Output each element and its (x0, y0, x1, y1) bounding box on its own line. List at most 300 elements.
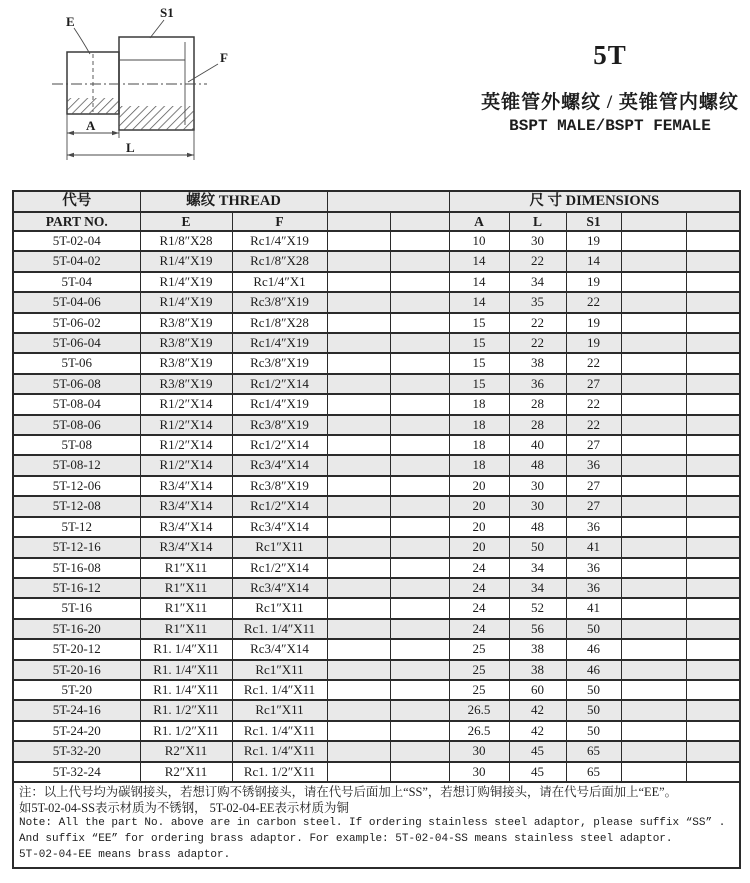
cell-f: Rc3/4″X14 (232, 517, 327, 537)
empty-cell (621, 374, 686, 394)
empty-cell (686, 598, 739, 618)
cell-e: R1″X11 (140, 619, 232, 639)
cell-a: 26.5 (449, 721, 509, 741)
cell-l: 34 (509, 578, 566, 598)
cell-f: Rc1. 1/4″X11 (232, 680, 327, 700)
cell-a: 30 (449, 762, 509, 782)
table-row (14, 537, 739, 557)
cell-a: 30 (449, 741, 509, 761)
cell-l: 52 (509, 598, 566, 618)
cell-l: 38 (509, 660, 566, 680)
note-line-en-3: 5T-02-04-EE means brass adaptor. (19, 848, 231, 861)
cell-s1: 22 (566, 292, 621, 312)
title-block (470, 40, 750, 135)
empty-cell (327, 353, 390, 373)
header-s1: S1 (566, 212, 621, 231)
cell-s1: 27 (566, 476, 621, 496)
empty-cell (390, 292, 449, 312)
cell-s1: 50 (566, 700, 621, 720)
cell-part: 5T-08-04 (14, 394, 140, 414)
empty-cell (390, 313, 449, 333)
drawing-label-s1: S1 (160, 5, 174, 20)
cell-s1: 50 (566, 721, 621, 741)
cell-s1: 36 (566, 455, 621, 475)
header-e: E (140, 212, 232, 231)
empty-cell (390, 558, 449, 578)
empty-cell (327, 231, 390, 251)
cell-l: 36 (509, 374, 566, 394)
empty-cell (390, 578, 449, 598)
table-row (14, 496, 739, 516)
cell-l: 22 (509, 251, 566, 271)
arrow (67, 131, 74, 135)
empty-cell (621, 762, 686, 782)
empty-cell (621, 721, 686, 741)
cell-f: Rc1″X11 (232, 598, 327, 618)
cell-e: R1/8″X28 (140, 231, 232, 251)
empty-cell (686, 353, 739, 373)
empty-cell (686, 517, 739, 537)
table-row (14, 517, 739, 537)
cell-l: 56 (509, 619, 566, 639)
empty-cell (686, 700, 739, 720)
empty-cell (390, 353, 449, 373)
empty-cell (686, 619, 739, 639)
cell-part: 5T-20 (14, 680, 140, 700)
empty-cell (390, 476, 449, 496)
arrow (187, 153, 194, 157)
cell-part: 5T-06-04 (14, 333, 140, 353)
empty-cell (686, 272, 739, 292)
empty-cell (390, 619, 449, 639)
cell-e: R3/4″X14 (140, 496, 232, 516)
cell-part: 5T-08 (14, 435, 140, 455)
empty-cell (686, 660, 739, 680)
empty-cell (327, 619, 390, 639)
cell-f: Rc1/4″X19 (232, 231, 327, 251)
empty-cell (686, 231, 739, 251)
cell-part: 5T-24-20 (14, 721, 140, 741)
empty-cell (686, 394, 739, 414)
cell-part: 5T-04-06 (14, 292, 140, 312)
cell-f: Rc1″X11 (232, 700, 327, 720)
note-line-en-2: And suffix “EE” for ordering brass adaptor. For example: 5T-02-04-SS means stainless steel adaptor. (19, 833, 673, 846)
empty-cell (327, 700, 390, 720)
note-line-cn-2: 如5T-02-04-SS表示材质为不锈钢， 5T-02-04-EE表示材质为铜 (19, 800, 349, 815)
empty-cell (621, 231, 686, 251)
page-title: 5T (593, 40, 627, 70)
table-row (14, 721, 739, 741)
empty-cell (621, 660, 686, 680)
cell-l: 35 (509, 292, 566, 312)
cell-s1: 19 (566, 272, 621, 292)
cell-part: 5T-02-04 (14, 231, 140, 251)
cell-f: Rc1. 1/4″X11 (232, 721, 327, 741)
table-row (14, 476, 739, 496)
empty-cell (390, 517, 449, 537)
table-row (14, 680, 739, 700)
empty-cell (390, 333, 449, 353)
empty-cell (327, 762, 390, 782)
cell-e: R3/4″X14 (140, 476, 232, 496)
cell-part: 5T-16-08 (14, 558, 140, 578)
cell-f: Rc1″X11 (232, 537, 327, 557)
cell-part: 5T-12 (14, 517, 140, 537)
empty-cell (327, 212, 390, 231)
subtitle-english: BSPT MALE/BSPT FEMALE (509, 117, 711, 135)
parts-table-body (14, 231, 739, 782)
empty-cell (327, 517, 390, 537)
empty-cell (621, 578, 686, 598)
cell-part: 5T-16-12 (14, 578, 140, 598)
cell-s1: 22 (566, 394, 621, 414)
cell-part: 5T-06-08 (14, 374, 140, 394)
table-row (14, 394, 739, 414)
header-part-en: PART NO. (14, 212, 140, 231)
header-row-2 (14, 212, 739, 231)
cell-s1: 14 (566, 251, 621, 271)
leader-s1 (150, 20, 164, 38)
empty-cell (390, 680, 449, 700)
empty-cell (686, 435, 739, 455)
cell-f: Rc1. 1/4″X11 (232, 741, 327, 761)
empty-cell (390, 496, 449, 516)
cell-a: 18 (449, 455, 509, 475)
cell-a: 26.5 (449, 700, 509, 720)
leader-f (188, 64, 218, 82)
empty-cell (686, 292, 739, 312)
empty-cell (621, 700, 686, 720)
empty-cell (327, 721, 390, 741)
subtitle-chinese: 英锥管外螺纹 / 英锥管内螺纹 (481, 92, 739, 113)
empty-cell (390, 415, 449, 435)
cell-f: Rc1/2″X14 (232, 374, 327, 394)
cell-f: Rc1/4″X19 (232, 394, 327, 414)
empty-cell (686, 251, 739, 271)
cell-f: Rc3/4″X14 (232, 455, 327, 475)
cell-part: 5T-06 (14, 353, 140, 373)
empty-cell (390, 537, 449, 557)
empty-cell (390, 741, 449, 761)
cell-l: 22 (509, 333, 566, 353)
empty-cell (621, 517, 686, 537)
cell-l: 48 (509, 455, 566, 475)
note-line-cn-1: 注：以上代号均为碳钢接头，若想订购不锈钢接头，请在代号后面加上“SS”，若想订购铜接头，请在代号后面加上“EE”。 (19, 784, 678, 799)
cell-l: 38 (509, 639, 566, 659)
cell-a: 20 (449, 496, 509, 516)
cell-s1: 41 (566, 598, 621, 618)
cell-e: R3/8″X19 (140, 374, 232, 394)
cell-s1: 27 (566, 374, 621, 394)
cell-a: 14 (449, 272, 509, 292)
empty-cell (327, 415, 390, 435)
cell-a: 15 (449, 333, 509, 353)
cell-a: 25 (449, 639, 509, 659)
cell-a: 10 (449, 231, 509, 251)
cell-l: 45 (509, 741, 566, 761)
cell-l: 30 (509, 496, 566, 516)
empty-cell (621, 598, 686, 618)
empty-cell (686, 721, 739, 741)
table-row (14, 251, 739, 271)
cell-s1: 41 (566, 537, 621, 557)
cell-e: R1/4″X19 (140, 292, 232, 312)
cell-a: 18 (449, 394, 509, 414)
cell-part: 5T-32-24 (14, 762, 140, 782)
table-row (14, 374, 739, 394)
female-section-hatch (119, 106, 194, 130)
technical-drawing (22, 2, 237, 174)
header-f: F (232, 212, 327, 231)
cell-part: 5T-32-20 (14, 741, 140, 761)
cell-f: Rc3/8″X19 (232, 292, 327, 312)
table-row (14, 272, 739, 292)
empty-cell (390, 721, 449, 741)
header-spacer (327, 192, 449, 212)
cell-e: R2″X11 (140, 762, 232, 782)
cell-f: Rc1. 1/4″X11 (232, 619, 327, 639)
cell-l: 42 (509, 721, 566, 741)
cell-e: R3/4″X14 (140, 517, 232, 537)
cell-e: R1. 1/2″X11 (140, 721, 232, 741)
empty-cell (390, 435, 449, 455)
cell-e: R1″X11 (140, 578, 232, 598)
cell-l: 34 (509, 558, 566, 578)
cell-f: Rc3/8″X19 (232, 476, 327, 496)
cell-l: 40 (509, 435, 566, 455)
cell-f: Rc1/8″X28 (232, 313, 327, 333)
cell-e: R1/4″X19 (140, 272, 232, 292)
cell-f: Rc3/4″X14 (232, 578, 327, 598)
cell-a: 15 (449, 353, 509, 373)
empty-cell (327, 598, 390, 618)
drawing-label-e: E (66, 14, 75, 29)
table-row (14, 353, 739, 373)
header-row-1 (14, 192, 739, 212)
empty-cell (390, 272, 449, 292)
cell-s1: 50 (566, 680, 621, 700)
cell-l: 60 (509, 680, 566, 700)
cell-a: 24 (449, 578, 509, 598)
empty-cell (327, 496, 390, 516)
empty-cell (327, 292, 390, 312)
empty-cell (390, 660, 449, 680)
cell-e: R1/2″X14 (140, 435, 232, 455)
cell-e: R1. 1/4″X11 (140, 660, 232, 680)
empty-cell (686, 639, 739, 659)
leader-e (74, 28, 90, 54)
table-row (14, 660, 739, 680)
empty-cell (390, 231, 449, 251)
empty-cell (621, 741, 686, 761)
cell-a: 20 (449, 537, 509, 557)
empty-cell (621, 333, 686, 353)
parts-table-container (12, 190, 741, 869)
cell-f: Rc1″X11 (232, 660, 327, 680)
cell-e: R1/2″X14 (140, 415, 232, 435)
cell-f: Rc1/2″X14 (232, 496, 327, 516)
empty-cell (621, 496, 686, 516)
cell-part: 5T-20-16 (14, 660, 140, 680)
table-row (14, 455, 739, 475)
table-row (14, 415, 739, 435)
cell-part: 5T-08-06 (14, 415, 140, 435)
empty-cell (390, 374, 449, 394)
empty-cell (621, 639, 686, 659)
empty-cell (390, 639, 449, 659)
drawing-label-f: F (220, 50, 228, 65)
cell-s1: 36 (566, 517, 621, 537)
empty-cell (621, 537, 686, 557)
empty-cell (327, 251, 390, 271)
empty-cell (686, 762, 739, 782)
cell-s1: 65 (566, 741, 621, 761)
empty-cell (327, 435, 390, 455)
cell-s1: 50 (566, 619, 621, 639)
header-dimensions: 尺 寸 DIMENSIONS (449, 192, 739, 212)
empty-cell (686, 558, 739, 578)
parts-table (14, 192, 739, 783)
cell-s1: 46 (566, 639, 621, 659)
cell-s1: 22 (566, 415, 621, 435)
cell-part: 5T-04-02 (14, 251, 140, 271)
cell-e: R1. 1/4″X11 (140, 639, 232, 659)
table-row (14, 619, 739, 639)
empty-cell (327, 680, 390, 700)
empty-cell (327, 660, 390, 680)
cell-e: R1/2″X14 (140, 455, 232, 475)
cell-a: 15 (449, 374, 509, 394)
cell-l: 42 (509, 700, 566, 720)
empty-cell (327, 272, 390, 292)
cell-l: 50 (509, 537, 566, 557)
empty-cell (621, 558, 686, 578)
cell-a: 24 (449, 598, 509, 618)
empty-cell (686, 212, 739, 231)
empty-cell (621, 455, 686, 475)
header-part-cn: 代号 (14, 192, 140, 212)
empty-cell (327, 476, 390, 496)
cell-l: 30 (509, 231, 566, 251)
arrow (112, 131, 119, 135)
empty-cell (621, 680, 686, 700)
cell-f: Rc1/2″X14 (232, 558, 327, 578)
empty-cell (686, 415, 739, 435)
cell-s1: 22 (566, 353, 621, 373)
cell-f: Rc3/4″X14 (232, 639, 327, 659)
empty-cell (327, 578, 390, 598)
cell-l: 38 (509, 353, 566, 373)
cell-a: 20 (449, 476, 509, 496)
cell-a: 20 (449, 517, 509, 537)
empty-cell (327, 639, 390, 659)
empty-cell (327, 313, 390, 333)
note-line-en-1: Note: All the part No. above are in carbon steel. If ordering stainless steel adaptor, please suffix “SS” . (19, 817, 726, 830)
table-row (14, 333, 739, 353)
drawing-label-l: L (126, 140, 135, 155)
empty-cell (390, 700, 449, 720)
empty-cell (621, 272, 686, 292)
cell-f: Rc3/8″X19 (232, 415, 327, 435)
cell-l: 30 (509, 476, 566, 496)
arrow (67, 153, 74, 157)
table-row (14, 292, 739, 312)
empty-cell (621, 435, 686, 455)
header-thread: 螺纹 THREAD (140, 192, 327, 212)
empty-cell (621, 251, 686, 271)
cell-e: R1/4″X19 (140, 251, 232, 271)
cell-s1: 19 (566, 313, 621, 333)
empty-cell (390, 251, 449, 271)
cell-e: R1/2″X14 (140, 394, 232, 414)
cell-s1: 19 (566, 333, 621, 353)
empty-cell (686, 476, 739, 496)
empty-cell (621, 619, 686, 639)
cell-f: Rc3/8″X19 (232, 353, 327, 373)
empty-cell (390, 212, 449, 231)
cell-l: 28 (509, 415, 566, 435)
empty-cell (621, 313, 686, 333)
cell-l: 45 (509, 762, 566, 782)
cell-a: 15 (449, 313, 509, 333)
cell-e: R1″X11 (140, 558, 232, 578)
empty-cell (390, 762, 449, 782)
table-row (14, 435, 739, 455)
cell-e: R3/8″X19 (140, 313, 232, 333)
cell-a: 24 (449, 619, 509, 639)
empty-cell (621, 476, 686, 496)
cell-part: 5T-16-20 (14, 619, 140, 639)
empty-cell (686, 680, 739, 700)
empty-cell (621, 212, 686, 231)
cell-s1: 36 (566, 558, 621, 578)
empty-cell (686, 374, 739, 394)
cell-f: Rc1/2″X14 (232, 435, 327, 455)
cell-part: 5T-06-02 (14, 313, 140, 333)
cell-f: Rc1/8″X28 (232, 251, 327, 271)
notes-section (14, 783, 739, 868)
table-row (14, 741, 739, 761)
cell-e: R3/8″X19 (140, 333, 232, 353)
table-row (14, 639, 739, 659)
empty-cell (686, 313, 739, 333)
cell-s1: 46 (566, 660, 621, 680)
empty-cell (390, 598, 449, 618)
empty-cell (327, 374, 390, 394)
cell-part: 5T-12-16 (14, 537, 140, 557)
cell-f: Rc1/4″X19 (232, 333, 327, 353)
empty-cell (686, 455, 739, 475)
cell-l: 34 (509, 272, 566, 292)
empty-cell (327, 394, 390, 414)
cell-l: 48 (509, 517, 566, 537)
cell-e: R1″X11 (140, 598, 232, 618)
empty-cell (327, 455, 390, 475)
table-row (14, 231, 739, 251)
empty-cell (621, 353, 686, 373)
empty-cell (686, 333, 739, 353)
empty-cell (327, 333, 390, 353)
cell-e: R1. 1/4″X11 (140, 680, 232, 700)
table-row (14, 762, 739, 782)
cell-e: R2″X11 (140, 741, 232, 761)
cell-s1: 19 (566, 231, 621, 251)
cell-s1: 65 (566, 762, 621, 782)
cell-l: 28 (509, 394, 566, 414)
cell-a: 14 (449, 251, 509, 271)
cell-f: Rc1. 1/2″X11 (232, 762, 327, 782)
cell-part: 5T-20-12 (14, 639, 140, 659)
